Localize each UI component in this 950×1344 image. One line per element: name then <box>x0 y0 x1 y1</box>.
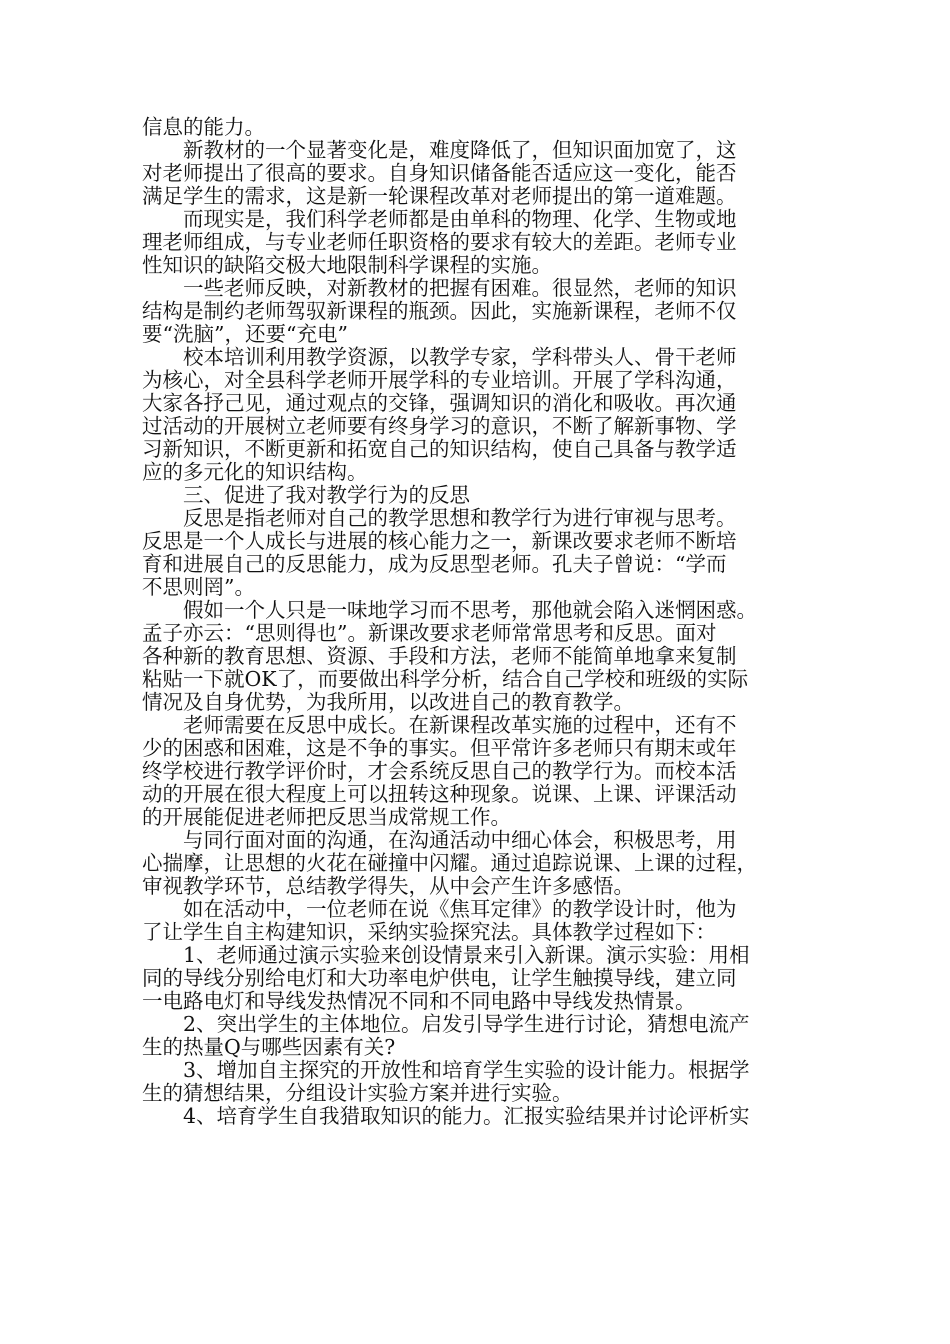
text-line: 少的困惑和困难，这是不争的事实。但平常许多老师只有期末或年 <box>142 736 737 760</box>
text-line: 反思是指老师对自己的教学思想和教学行为进行审视与思考。 <box>183 506 737 530</box>
text-line: 3、增加自主探究的开放性和培育学生实验的设计能力。根据学 <box>183 1058 750 1082</box>
document-page <box>142 116 814 1128</box>
text-line: 动的开展在很大程度上可以扭转这种现象。说课、上课、评课活动 <box>142 782 737 806</box>
text-line: 一些老师反映，对新教材的把握有困难。很显然，老师的知识 <box>183 276 737 300</box>
text-line: 应的多元化的知识结构。 <box>142 460 368 484</box>
text-line: 的开展能促进老师把反思当成常规工作。 <box>142 805 511 829</box>
text-line: 三、促进了我对教学行为的反思 <box>183 483 470 507</box>
text-line: 生的猜想结果，分组设计实验方案并进行实验。 <box>142 1081 573 1105</box>
text-line: 理老师组成，与专业老师任职资格的要求有较大的差距。老师专业 <box>142 230 737 254</box>
text-line: 为核心，对全县科学老师开展学科的专业培训。开展了学科沟通， <box>142 368 737 392</box>
text-line: 终学校进行教学评价时，才会系统反思自己的教学行为。而校本活 <box>142 759 737 783</box>
text-line: 满足学生的需求，这是新一轮课程改革对老师提出的第一道难题。 <box>142 184 737 208</box>
text-line: 一电路电灯和导线发热情况不同和不同电路中导线发热情景。 <box>142 989 696 1013</box>
text-line: 4、培育学生自我猎取知识的能力。汇报实验结果并讨论评析实 <box>183 1104 750 1128</box>
text-line: 育和进展自己的反思能力，成为反思型老师。孔夫子曾说：“学而 <box>142 552 727 576</box>
text-line: 对老师提出了很高的要求。自身知识储备能否适应这一变化，能否 <box>142 161 737 185</box>
text-line: 1、老师通过演示实验来创设情景来引入新课。演示实验：用相 <box>183 943 750 967</box>
text-line: 审视教学环节，总结教学得失，从中会产生许多感悟。 <box>142 874 634 898</box>
text-line: 信息的能力。 <box>142 115 265 139</box>
text-line: 各种新的教育思想、资源、手段和方法，老师不能简单地拿来复制 <box>142 644 737 668</box>
text-line: 假如一个人只是一味地学习而不思考，那他就会陷入迷惘困惑。 <box>183 598 757 622</box>
text-line: 生的热量Q与哪些因素有关? <box>142 1035 396 1059</box>
text-line: 新教材的一个显著变化是，难度降低了，但知识面加宽了，这 <box>183 138 737 162</box>
text-line: 反思是一个人成长与进展的核心能力之一，新课改要求老师不断培 <box>142 529 737 553</box>
text-line: 习新知识，不断更新和拓宽自己的知识结构，使自己具备与教学适 <box>142 437 737 461</box>
text-line: 大家各抒己见，通过观点的交锋，强调知识的消化和吸收。再次通 <box>142 391 737 415</box>
text-line: 了让学生自主构建知识，采纳实验探究法。具体教学过程如下： <box>142 920 716 944</box>
text-line: 校本培训利用教学资源，以教学专家，学科带头人、骨干老师 <box>183 345 737 369</box>
text-line: 2、突出学生的主体地位。启发引导学生进行讨论，猜想电流产 <box>183 1012 750 1036</box>
text-line: 性知识的缺陷交极大地限制科学课程的实施。 <box>142 253 552 277</box>
text-line: 结构是制约老师驾驭新课程的瓶颈。因此，实施新课程，老师不仅 <box>142 299 737 323</box>
text-line: 粘贴一下就OK了，而要做出科学分析，结合自己学校和班级的实际 <box>142 667 749 691</box>
text-line: 与同行面对面的沟通，在沟通活动中细心体会，积极思考，用 <box>183 828 737 852</box>
text-line: 孟子亦云：“思则得也”。新课改要求老师常常思考和反思。面对 <box>142 621 717 645</box>
text-line: 而现实是，我们科学老师都是由单科的物理、化学、生物或地 <box>183 207 737 231</box>
text-line: 过活动的开展树立老师要有终身学习的意识，不断了解新事物、学 <box>142 414 737 438</box>
text-line: 如在活动中，一位老师在说《焦耳定律》的教学设计时，他为 <box>183 897 737 921</box>
text-line: 同的导线分别给电灯和大功率电炉供电，让学生触摸导线，建立同 <box>142 966 737 990</box>
text-line: 心揣摩，让思想的火花在碰撞中闪耀。通过追踪说课、上课的过程， <box>142 851 757 875</box>
text-line: 情况及自身优势，为我所用，以改进自己的教育教学。 <box>142 690 634 714</box>
text-line: 不思则罔”。 <box>142 575 255 599</box>
text-line: 要“洗脑”，还要“充电” <box>142 322 348 346</box>
text-line: 老师需要在反思中成长。在新课程改革实施的过程中，还有不 <box>183 713 737 737</box>
